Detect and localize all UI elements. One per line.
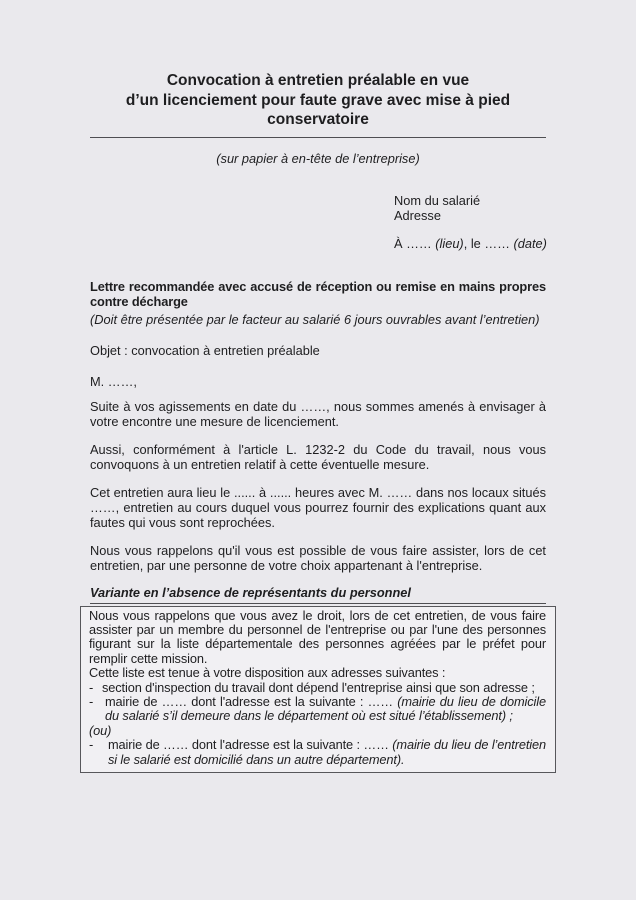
list-item-body: section d'inspection du travail dont dépend l'entreprise ainsi que son adresse ; (102, 679, 535, 695)
list-item-note: (mairie du lieu de l’entretien si le salarié est domicilié dans un autre département). (108, 737, 547, 767)
subtitle: (sur papier à en-tête de l’entreprise) (216, 150, 420, 166)
bullet-marker: - (89, 679, 94, 695)
list-item-text (102, 681, 546, 695)
para-assist: Nous vous rappelons qu'il vous est possible de vous faire assister, lors de cet entretien, par une personne de votre choix appartenant à l'entreprise. (90, 542, 546, 573)
variant-intro: Nous vous rappelons que vous avez le droit, lors de cet entretien, de vous faire assister par un membre du personnel de l'entreprise ou par l'une des personnes figurant sur la liste départementale des personnes agréées par le préfet pour remplir cette mission. (89, 607, 546, 666)
list-item-text (105, 695, 546, 724)
list-item-body: mairie de …… dont l'adresse est la suivante : …… (105, 693, 398, 709)
dateline-date-hint: (date) (513, 235, 547, 251)
subject-line: Objet : convocation à entretien préalable (90, 342, 320, 358)
list-item (89, 681, 546, 695)
registered-mail-heading: Lettre recommandée avec accusé de réception ou remise en mains propres contre décharge (90, 278, 546, 309)
recipient-block (394, 193, 546, 251)
list-item-note: (mairie du lieu de domicile du salarié s’il demeure dans le département où est situé l’établissement) ; (105, 693, 546, 724)
recipient-address: Adresse (394, 207, 441, 223)
variant-heading: Variante en l’absence de représentants du personnel (90, 585, 546, 604)
dateline-middle: , le …… (463, 235, 514, 251)
para-incident: Suite à vos agissements en date du ……, nous sommes amenés à envisager à votre encontre une mesure de licenciement. (90, 398, 546, 429)
document-title (90, 71, 546, 130)
title-rule (90, 137, 546, 138)
recipient-name: Nom du salarié (394, 192, 481, 208)
bullet-marker: - (89, 737, 94, 753)
title-line-2: d’un licenciement pour faute grave avec mise à pied (125, 91, 511, 109)
list-item-body: mairie de …… dont l'adresse est la suivante : …… (108, 737, 393, 753)
bullet-marker: - (89, 693, 94, 709)
dateline-place-hint: (lieu) (435, 235, 464, 251)
para-article: Aussi, conformément à l'article L. 1232-2 du Code du travail, nous vous convoquons à un entretien relatif à cette éventuelle mesure. (90, 441, 546, 472)
list-item (89, 695, 546, 724)
title-line-1: Convocation à entretien préalable en vue (166, 72, 470, 89)
list-item-text (108, 738, 546, 767)
dateline-prefix: À …… (394, 235, 436, 251)
title-line-3: conservatoire (267, 111, 369, 128)
dateline (394, 236, 546, 251)
para-meeting: Cet entretien aura lieu le ...... à ...... heures avec M. …… dans nos locaux situés ……, entretien au cours duquel vous pourrez fournir des explications quant aux fautes qui vous sont reprochées. (90, 484, 546, 530)
salutation: M. ……, (90, 373, 137, 389)
postal-note: (Doit être présentée par le facteur au salarié 6 jours ouvrables avant l’entretien) (90, 311, 540, 327)
or-label: (ou) (89, 722, 112, 738)
variant-box (80, 606, 556, 773)
list-intro: Cette liste est tenue à votre disposition aux adresses suivantes : (89, 665, 446, 681)
list-item (89, 738, 546, 767)
